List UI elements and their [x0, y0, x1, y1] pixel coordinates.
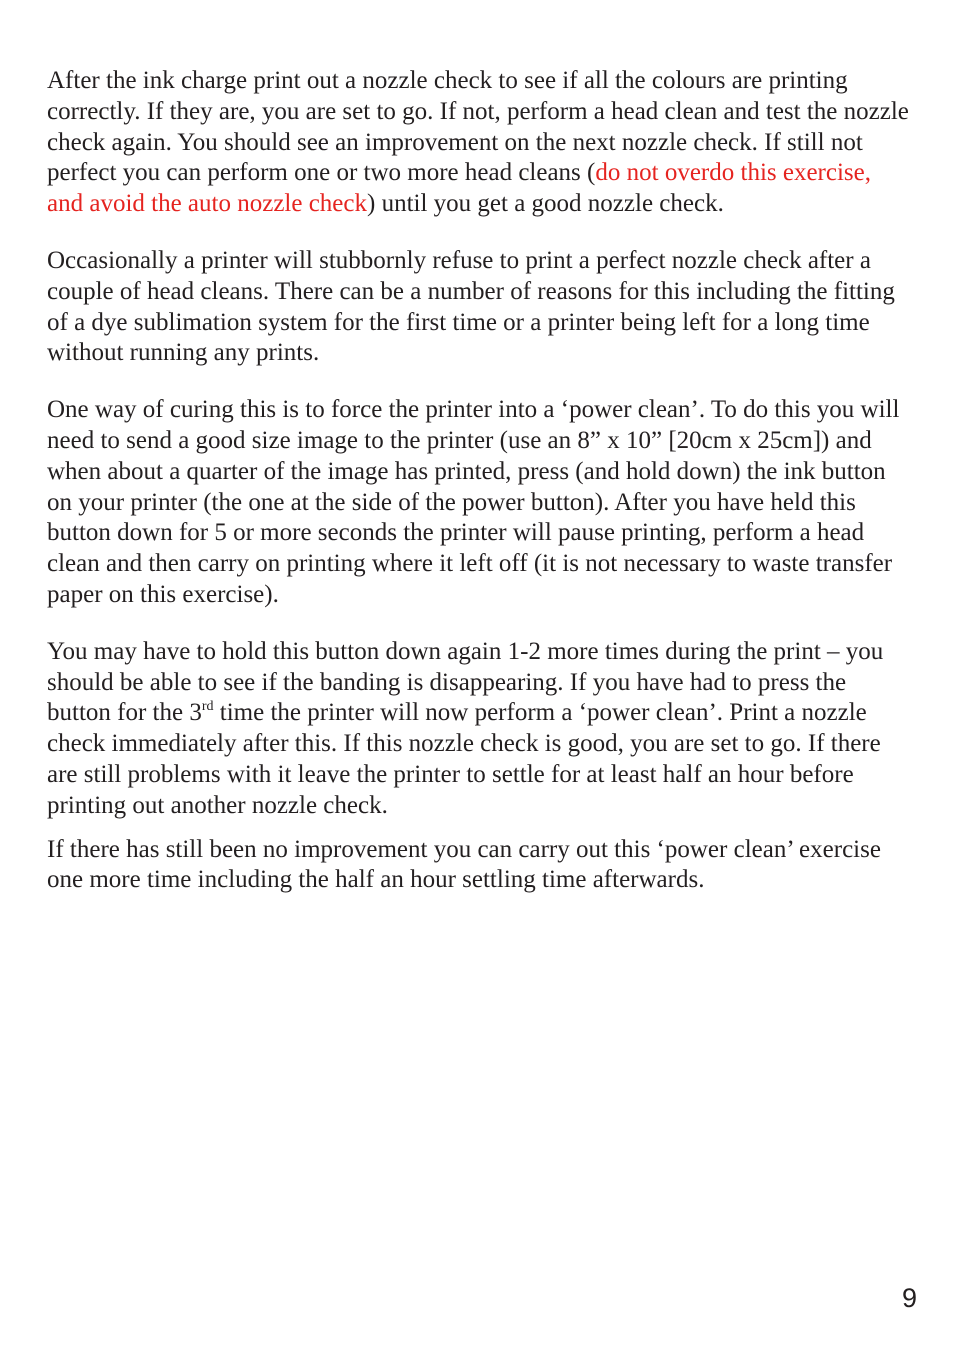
- paragraph-repeat-button: [47, 637, 913, 822]
- ordinal-superscript: rd: [201, 699, 214, 715]
- paragraph-nozzle-check-text-end: ) until you get a good nozzle check.: [367, 190, 724, 218]
- paragraph-power-clean-method: One way of curing this is to force the printer into a ‘power clean’. To do this you will need to send a good size image to the printer (use an 8” x 10” [20cm x 25cm]) and when about a quarter of the image has printed, press (and hold down) the ink button on your printer (the one at the side of the power button). After you have held this button down for 5 or more seconds the printer will pause printing, perform a head clean and then carry on printing where it left off (it is not necessary to waste transfer paper on this exercise).: [47, 396, 900, 608]
- document-body: [47, 66, 913, 896]
- paragraph-repeat-button-text: You may have to hold this button down again 1-2 more times during the print – you should be able to see if the banding is disappearing. If you have had to press the button for the 3: [47, 637, 884, 727]
- page-number: 9: [901, 1283, 917, 1313]
- paragraph-repeat-button-text-end: time the printer will now perform a ‘power clean’. Print a nozzle check immediately after this. If this nozzle check is good, you are set to go. If there are still problems with it leave the printer to settle for at least half an hour before printing out another nozzle check.: [47, 699, 881, 819]
- paragraph-nozzle-check-text: After the ink charge print out a nozzle check to see if all the colours are printing correctly. If they are, you are set to go. If not, perform a head clean and test the nozzle check again. You should see an improvement on the next nozzle check. If still not perfect you can perform one or two more head cleans (: [47, 67, 909, 187]
- paragraph-nozzle-check: [47, 66, 913, 220]
- paragraph-stubborn-printer: Occasionally a printer will stubbornly refuse to print a perfect nozzle check after a couple of head cleans. There can be a number of reasons for this including the fitting of a dye sublimation system for the first time or a printer being left for a long time without running any prints.: [47, 246, 895, 367]
- warning-text: do not overdo this exercise, and avoid the auto nozzle check: [47, 159, 871, 218]
- paragraph-no-improvement: If there has still been no improvement you can carry out this ‘power clean’ exercise one more time including the half an hour settling time afterwards.: [47, 835, 881, 894]
